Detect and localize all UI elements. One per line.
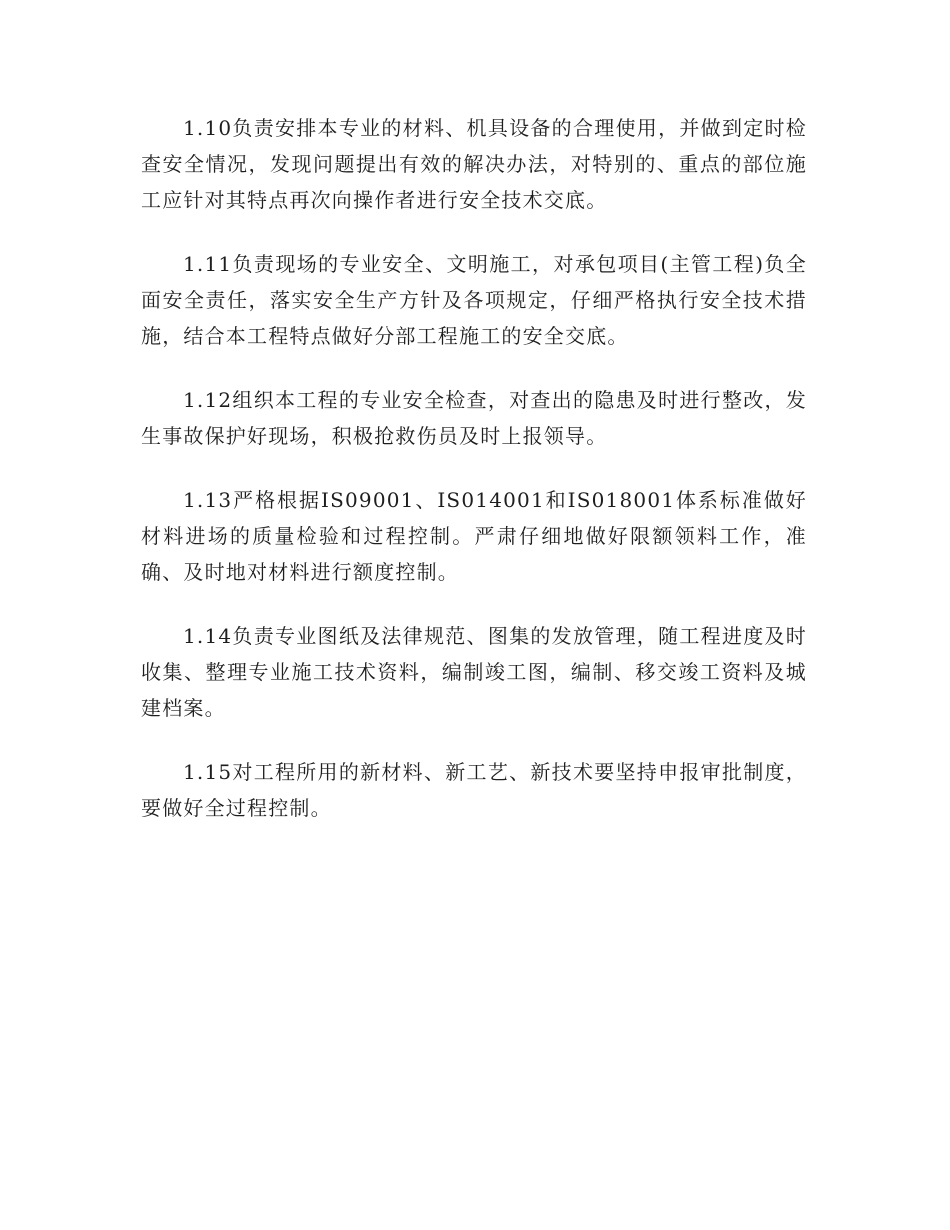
paragraph-1-15: 1.15对工程所用的新材料、新工艺、新技术要坚持申报审批制度，要做好全过程控制。 xyxy=(141,760,807,820)
paragraph-1-14: 1.14负责专业图纸及法律规范、图集的发放管理，随工程进度及时收集、整理专业施工技术资料，编制竣工图，编制、移交竣工资料及城建档案。 xyxy=(141,624,807,720)
paragraph-1-12: 1.12组织本工程的专业安全检查，对查出的隐患及时进行整改，发生事故保护好现场，积极抢救伤员及时上报领导。 xyxy=(141,388,807,448)
paragraph-1-13: 1.13严格根据IS09001、IS014001和IS018001体系标准做好材料进场的质量检验和过程控制。严肃仔细地做好限额领料工作，准确、及时地对材料进行额度控制。 xyxy=(141,488,807,584)
document-body xyxy=(141,110,807,854)
paragraph-1-10: 1.10负责安排本专业的材料、机具设备的合理使用，并做到定时检查安全情况，发现问题提出有效的解决办法，对特别的、重点的部位施工应针对其特点再次向操作者进行安全技术交底。 xyxy=(141,116,807,212)
paragraph-1-11: 1.11负责现场的专业安全、文明施工，对承包项目(主管工程)负全面安全责任，落实安全生产方针及各项规定，仔细严格执行安全技术措施，结合本工程特点做好分部工程施工的安全交底。 xyxy=(141,252,807,348)
